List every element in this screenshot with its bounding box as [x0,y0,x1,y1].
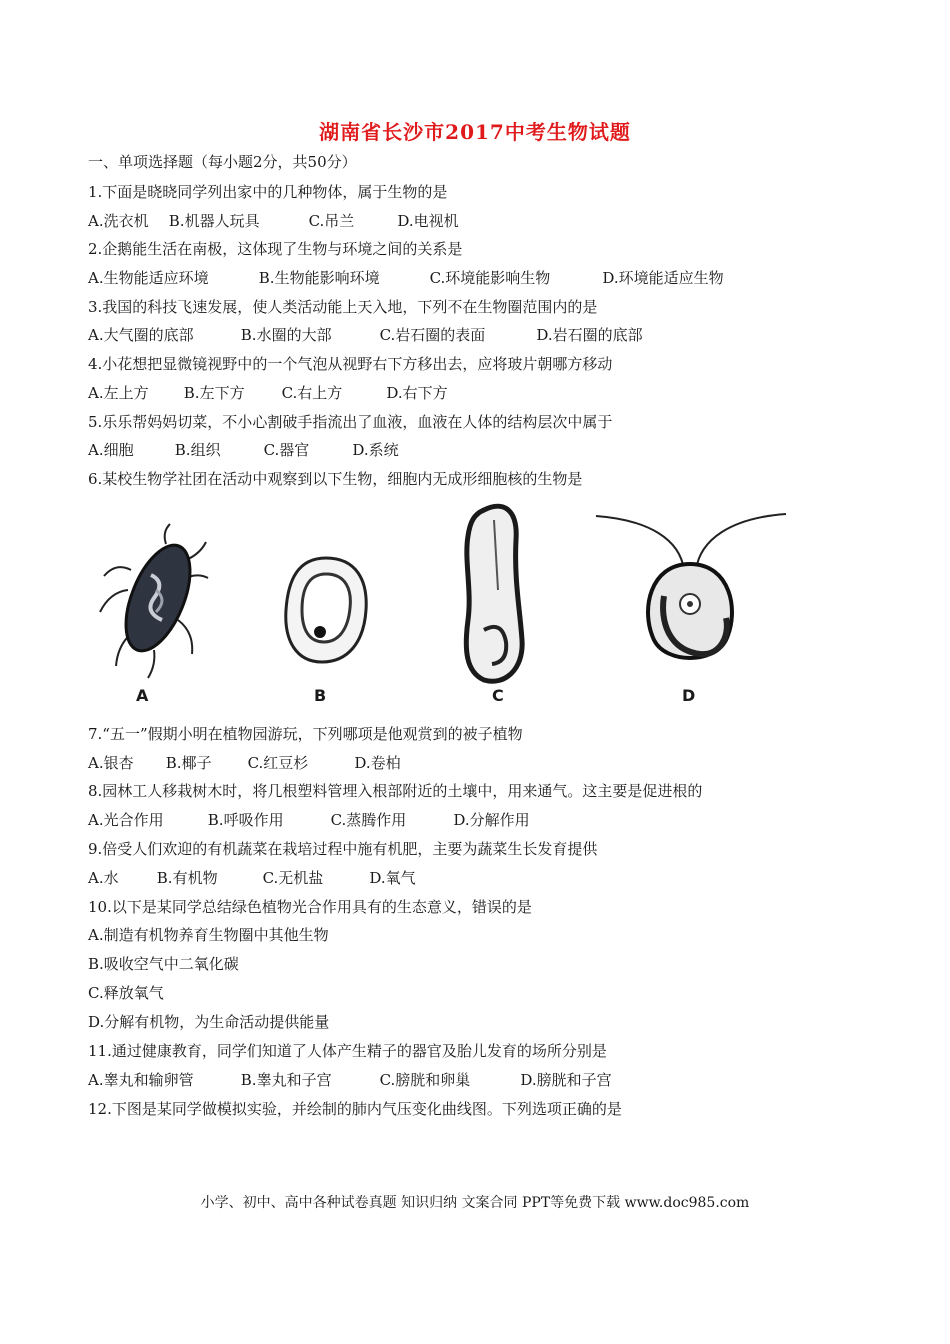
page-footer: 小学、初中、高中各种试卷真题 知识归纳 文案合同 PPT等免费下载 www.doc985.com [200,1195,750,1211]
option: A.细胞 [88,441,134,459]
option: D.氧气 [369,869,416,887]
option: A.大气圈的底部 [88,326,194,344]
option: A.睾丸和输卵管 [88,1071,194,1089]
option: D.分解有机物，为生命活动提供能量 [88,1013,330,1031]
option: B.水圈的大部 [240,326,332,344]
question-7-stem: 7.“五一”假期小明在植物园游玩，下列哪项是他观赏到的被子植物 [88,725,523,743]
question-3-options [88,325,643,345]
page-title: 湖南省长沙市2017中考生物试题 [319,120,631,144]
question-9-stem: 9.倍受人们欢迎的有机蔬菜在栽培过程中施有机肥，主要为蔬菜生长发育提供 [88,840,598,858]
organism-figures [90,500,810,710]
option: D.系统 [352,441,399,459]
option: B.左下方 [183,384,245,402]
question-8-stem: 8.园林工人移栽树木时，将几根塑料管埋入根部附近的土壤中，用来通气。这主要是促进根的 [88,782,703,800]
option: C.释放氧气 [88,984,164,1002]
option: A.银杏 [88,754,134,772]
option: B.机器人玩具 [168,212,260,230]
question-4-options [88,383,448,403]
option: C.吊兰 [308,212,355,230]
question-1-options [88,211,459,231]
question-1-stem: 1.下面是晓晓同学列出家中的几种物体，属于生物的是 [88,183,448,201]
option: A.左上方 [88,384,149,402]
option: C.膀胱和卵巢 [379,1071,471,1089]
flagellate-figure [590,500,790,690]
section-heading: 一、单项选择题（每小题2分，共50分） [88,153,357,171]
question-2-options [88,268,724,288]
option: A.光合作用 [88,811,164,829]
question-6-stem: 6.某校生物学社团在活动中观察到以下生物，细胞内无成形细胞核的生物是 [88,470,583,488]
question-4-stem: 4.小花想把显微镜视野中的一个气泡从视野右下方移出去，应将玻片朝哪方移动 [88,355,613,373]
option: A.制造有机物养育生物圈中其他生物 [88,926,329,944]
option: D.岩石圈的底部 [536,326,643,344]
question-11-stem: 11.通过健康教育，同学们知道了人体产生精子的器官及胎儿发育的场所分别是 [88,1042,607,1060]
option: C.环境能影响生物 [429,269,551,287]
question-11-options [88,1070,612,1090]
question-3-stem: 3.我国的科技飞速发展，使人类活动能上天入地，下列不在生物圈范围内的是 [88,298,598,316]
question-2-stem: 2.企鹅能生活在南极，这体现了生物与环境之间的关系是 [88,240,463,258]
option: B.椰子 [165,754,212,772]
option: D.右下方 [386,384,448,402]
option: C.右上方 [281,384,343,402]
option: A.洗衣机 [88,212,149,230]
question-5-stem: 5.乐乐帮妈妈切菜，不小心割破手指流出了血液，血液在人体的结构层次中属于 [88,413,613,431]
option: C.岩石圈的表面 [379,326,486,344]
option: C.无机盐 [262,869,324,887]
question-8-options [88,810,530,830]
question-7-options [88,753,401,773]
option: C.器官 [263,441,310,459]
question-9-options [88,868,416,888]
protozoan-figure [454,500,544,690]
option: D.环境能适应生物 [602,269,724,287]
option: D.膀胱和子宫 [520,1071,612,1089]
figure-label-c: C [492,686,504,705]
option: B.生物能影响环境 [258,269,380,287]
cell-figure [276,550,376,670]
question-10-stem: 10.以下是某同学总结绿色植物光合作用具有的生态意义，错误的是 [88,898,532,916]
option: A.水 [88,869,119,887]
option: B.呼吸作用 [207,811,284,829]
option: B.组织 [174,441,221,459]
figure-label-d: D [682,686,696,705]
option: A.生物能适应环境 [88,269,209,287]
option: B.有机物 [156,869,218,887]
question-5-options [88,440,399,460]
option: B.吸收空气中二氧化碳 [88,955,239,973]
option: C.蒸腾作用 [330,811,407,829]
question-12-stem: 12.下图是某同学做模拟实验，并绘制的肺内气压变化曲线图。下列选项正确的是 [88,1100,622,1118]
option: B.睾丸和子宫 [240,1071,332,1089]
option: D.电视机 [397,212,459,230]
option: D.卷柏 [354,754,401,772]
figure-label-a: A [136,686,149,705]
figure-label-b: B [314,686,327,705]
option: D.分解作用 [453,811,530,829]
option: C.红豆杉 [247,754,309,772]
bacterium-figure [96,520,216,680]
